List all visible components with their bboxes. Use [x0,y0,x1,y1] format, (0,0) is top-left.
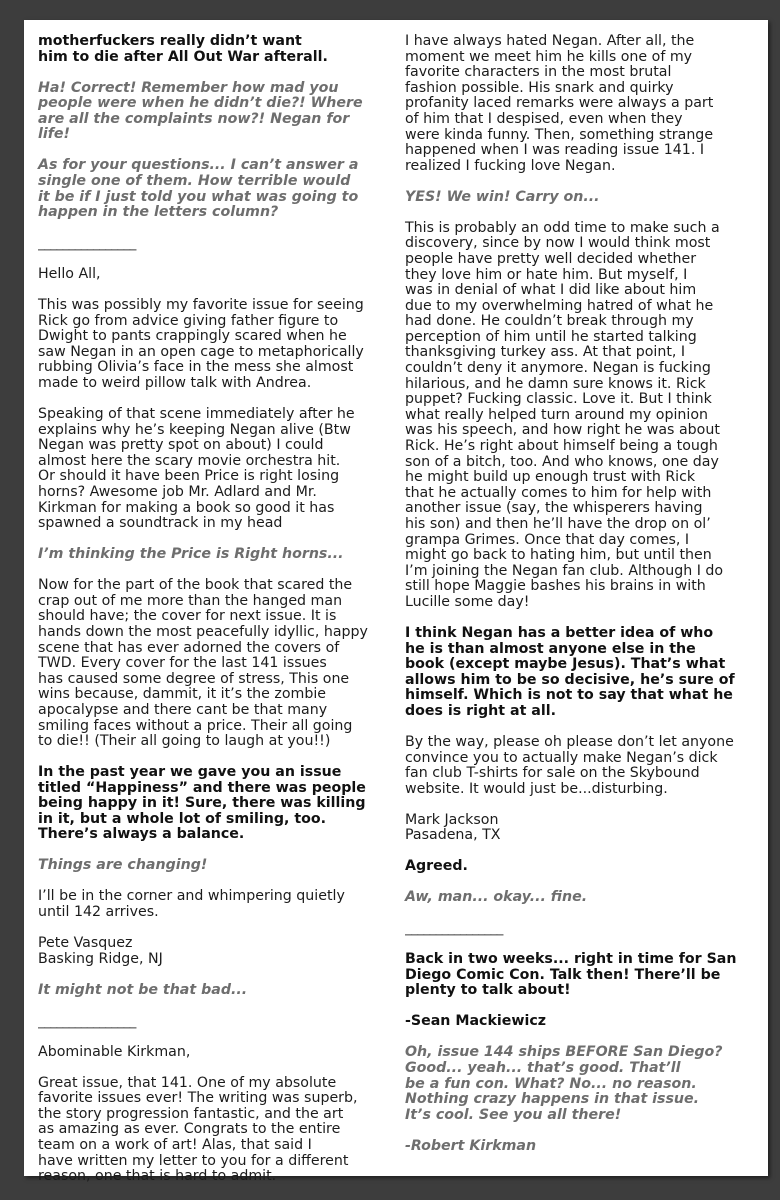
letter-paragraph: Now for the part of the book that scared the crap out of me more than the hanged man should have; the cover for next issue. It is hands down the most peacefully idyllic, happy scene that has ever adorned the covers of TWD. Every cover for the last 141 issues has caused some degree of stress, This one wins because, dammit, it it’s the zombie apocalypse and there cant be that many smiling faces without a price. Their all going to die!! (Their all going to laugh at you!!) [38,577,368,750]
letter-paragraph: I’ll be in the corner and whimpering quietly until 142 arrives. [38,888,345,921]
divider: ________________ [38,1012,136,1029]
editor-reply: It might not be that bad... [38,981,248,998]
divider: ________________ [405,920,503,937]
letter-paragraph: Great issue, that 141. One of my absolute favorite issues ever! The writing was superb, the story progression fantastic, and the art as amazing as ever. Congrats to the entire team on a work of art! Alas, that said I have written my letter to you for a different reason, one that is hard to admit. [38,1074,358,1185]
editor-reply: Things are changing! [38,857,208,874]
letter-paragraph: Speaking of that scene immediately after he explains why he’s keeping Negan alive (Btw Negan was pretty spot on about) I could almost here the scary movie orchestra hit. Or should it have been Price is right losing horns? Awesome job Mr. Adlard and Mr. Kirkman for making a book so good it has spawned a soundtrack in my head [38,406,355,532]
letter-paragraph: I have always hated Negan. After all, the moment we meet him he kills one of my favorite characters in the most brutal fashion possible. His snark and quirky profanity laced remarks were always a part of him that I despised, even when they were kinda funny. Then, something strange happened when I was reading issue 141. I realized I fucking love Negan. [405,33,714,174]
letter-paragraph: Hello All, [38,266,101,283]
right-column [405,34,755,1170]
editor-response: Agreed. [405,858,468,875]
editor-reply: I’m thinking the Price is Right horns... [38,546,344,563]
letter-paragraph: Mark Jackson Pasadena, TX [405,811,501,844]
editor-response: motherfuckers really didn’t want him to die after All Out War afterall. [38,33,328,65]
letter-paragraph: By the way, please oh please don’t let anyone convince you to actually make Negan’s dick fan club T-shirts for sale on the Skybound website. It would just be...disturbing. [405,733,734,797]
editor-reply: Oh, issue 144 ships BEFORE San Diego? Good... yeah... that’s good. That’ll be a fun con. What? No... no reason. Nothing crazy happens in that issue. It’s cool. See you all there! [405,1044,723,1123]
editor-reply: Ha! Correct! Remember how mad you people were when he didn’t die?! Where are all the complaints now?! Negan for life! [38,79,363,143]
editor-reply: As for your questions... I can’t answer a single one of them. How terrible would it be if I just told you what was going to happen in the letters column? [38,157,359,221]
letter-paragraph: This is probably an odd time to make such a discovery, since by now I would think most people have pretty well decided whether they love him or hate him. But myself, I was in denial of what I did like about him due to my overwhelming hatred of what he had done. He couldn’t break through my perception of him until he started talking thanksgiving turkey ass. At that point, I couldn’t deny it anymore. Negan is fucking hilarious, and he damn sure knows it. Rick puppet? Fucking classic. Love it. But I think what really helped turn around my opinion was his speech, and how right he was about Rick. He’s right about himself being a tough son of a bitch, too. And who knows, one day he might build up enough trust with Rick that he actually comes to him for help with another issue (say, the whisperers having his son) and then he’ll have the drop on ol’ grampa Grimes. Once that day comes, I might go back to hating him, but until then I’m joining the Negan fan club. Although I do still hope Maggie bashes his brains in with Lucille some day! [405,219,724,610]
editor-response: -Sean Mackiewicz [405,1013,547,1030]
editor-response: Back in two weeks... right in time for San Diego Comic Con. Talk then! There’ll be plenty to talk about! [405,951,737,999]
editor-response: I think Negan has a better idea of who he is than almost anyone else in the book (except maybe Jesus). That’s what allows him to be so decisive, he’s sure of himself. Which is not to say that what he does is right at all. [405,624,735,719]
editor-response: In the past year we gave you an issue titled “Happiness” and there was people being happy in it! Sure, there was killing in it, but a whole lot of smiling, too. There’s always a balance. [38,764,366,843]
left-column [38,34,383,1200]
editor-reply: YES! We win! Carry on... [405,188,600,205]
letter-paragraph: This was possibly my favorite issue for seeing Rick go from advice giving father figure to Dwight to pants crappingly scared when he saw Negan in an open cage to metaphorically rubbing Olivia’s face in the mess she almost made to weird pillow talk with Andrea. [38,297,364,392]
letters-page [24,20,768,1185]
divider: ________________ [38,235,136,252]
letter-paragraph: Abominable Kirkman, [38,1043,191,1060]
editor-reply: Aw, man... okay... fine. [405,889,588,906]
letter-paragraph: Pete Vasquez Basking Ridge, NJ [38,935,163,967]
editor-reply: -Robert Kirkman [405,1137,537,1154]
